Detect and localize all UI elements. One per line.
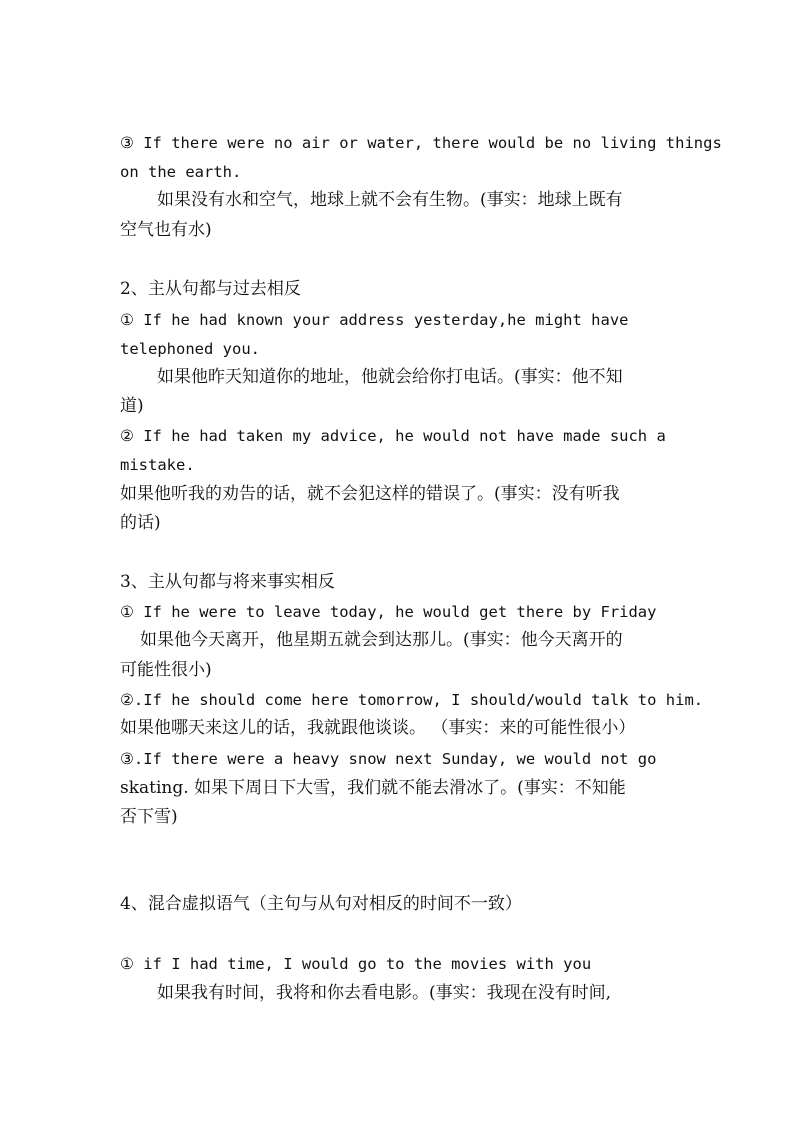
text-line: ③ If there were no air or water, there would be no living things <box>120 134 722 152</box>
text-line: 如果没有水和空气，地球上就不会有生物。(事实：地球上既有 <box>157 190 623 210</box>
text-line: on the earth. <box>120 163 242 181</box>
section-heading: 4、混合虚拟语气（主句与从句对相反的时间不一致） <box>120 894 522 914</box>
section-heading: 2、主从句都与过去相反 <box>120 279 301 299</box>
text-line: ① if I had time, I would go to the movies with you <box>120 955 592 973</box>
text-line: 可能性很小) <box>120 660 212 680</box>
text-line: 如果他今天离开，他星期五就会到达那儿。(事实：他今天离开的 <box>140 630 623 650</box>
text-line: ① If he had known your address yesterday,he might have <box>120 311 629 329</box>
text-line: mistake. <box>120 456 195 474</box>
text-line: ③.If there were a heavy snow next Sunday, we would not go <box>120 750 657 768</box>
text-line: 如果他昨天知道你的地址，他就会给你打电话。(事实：他不知 <box>157 367 623 387</box>
text-line: ② If he had taken my advice, he would not have made such a <box>120 427 666 445</box>
text-line: 道) <box>120 396 144 416</box>
text-line: ① If he were to leave today, he would get there by Friday <box>120 603 657 621</box>
text-line: 否下雪) <box>120 807 178 827</box>
text-line: 如果他哪天来这儿的话，我就跟他谈谈。 （事实：来的可能性很小） <box>120 718 636 738</box>
text-line: 的话) <box>120 513 161 533</box>
text-line: 空气也有水) <box>120 220 212 240</box>
text-line: telephoned you. <box>120 340 260 358</box>
text-line: skating. 如果下周日下大雪，我们就不能去滑冰了。(事实：不知能 <box>120 778 626 798</box>
text-line: ②.If he should come here tomorrow, I should/would talk to him. <box>120 691 704 709</box>
section-heading: 3、主从句都与将来事实相反 <box>120 572 335 592</box>
text-line: 如果我有时间，我将和你去看电影。(事实：我现在没有时间, <box>157 983 612 1003</box>
text-line: 如果他听我的劝告的话，就不会犯这样的错误了。(事实：没有听我 <box>120 484 620 504</box>
